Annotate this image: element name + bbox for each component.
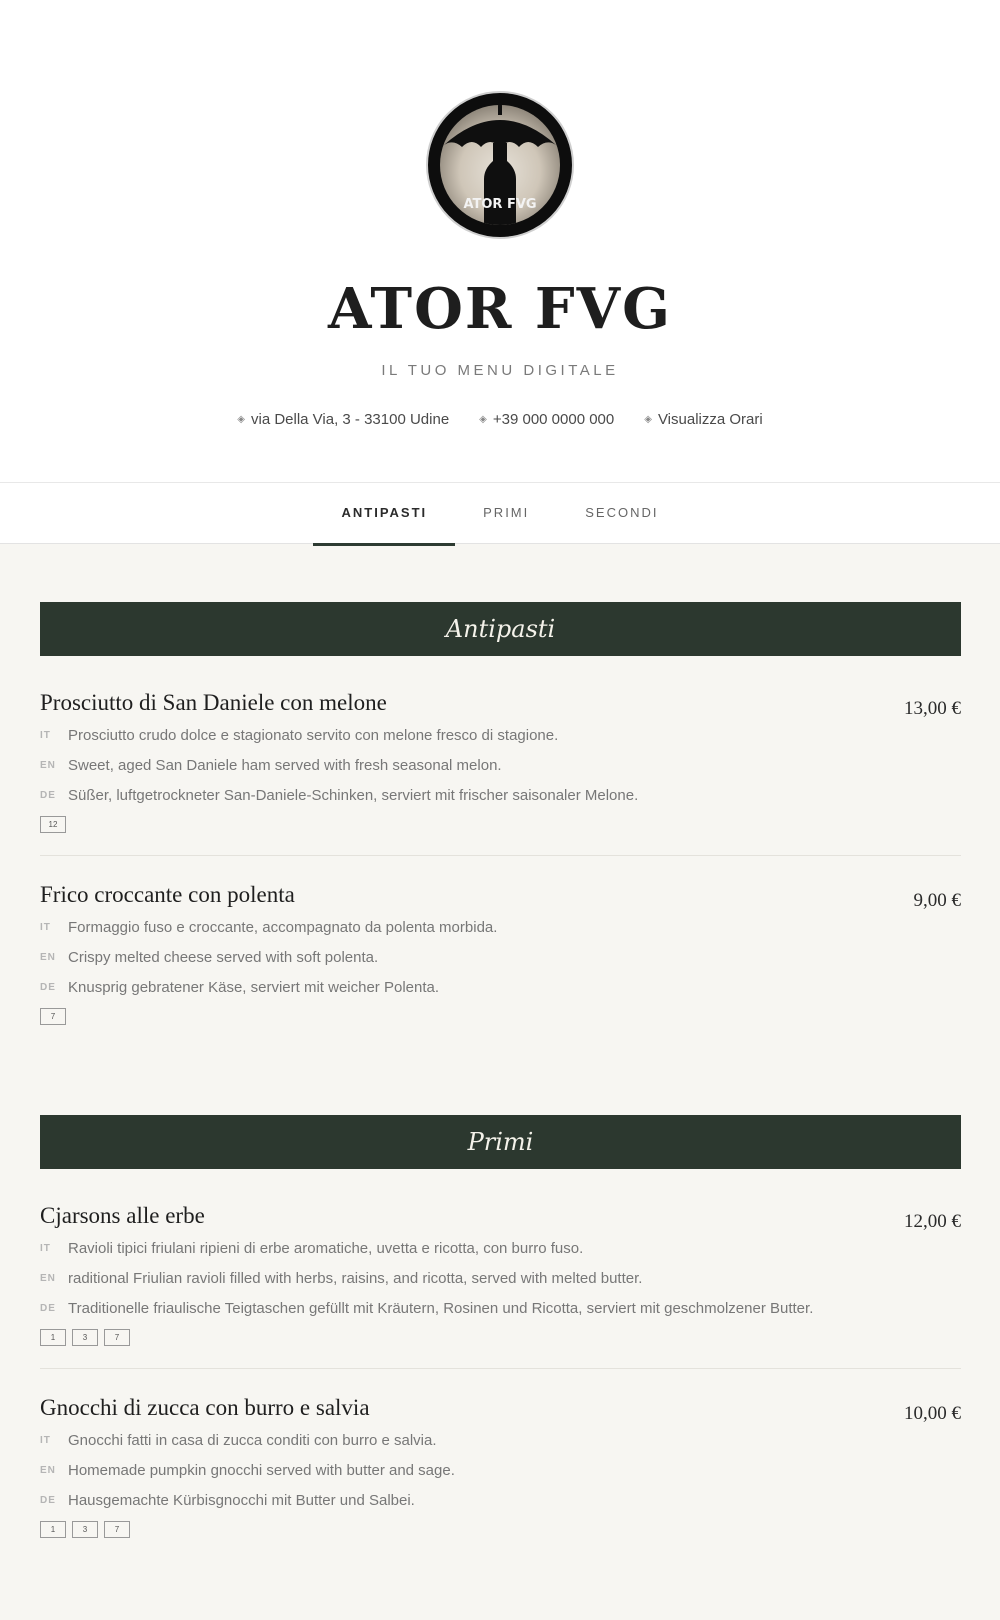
menu-item	[40, 1369, 961, 1558]
allergen-badge: 3	[72, 1329, 98, 1346]
tab-secondi[interactable]: SECONDI	[585, 505, 659, 520]
lang-label: DE	[40, 981, 56, 993]
header	[0, 0, 1000, 520]
allergen-list	[40, 1521, 961, 1538]
lang-label: EN	[40, 951, 56, 963]
description-text: Knusprig gebratener Käse, serviert mit weicher Polenta.	[68, 978, 440, 996]
allergen-list	[40, 816, 961, 833]
description-text: Crispy melted cheese served with soft polenta.	[68, 948, 379, 966]
item-price: 13,00 €	[904, 698, 961, 719]
category-tabs	[0, 482, 1000, 544]
description-text: Sweet, aged San Daniele ham served with fresh seasonal melon.	[68, 756, 502, 774]
menu-item	[40, 856, 961, 1115]
tab-antipasti[interactable]: ANTIPASTI	[313, 483, 455, 545]
description-en	[40, 942, 961, 972]
logo-umbrella-bottle-icon	[440, 105, 560, 225]
diamond-icon: ◈	[237, 414, 245, 425]
description-en	[40, 750, 961, 780]
allergen-list	[40, 1008, 961, 1025]
menu-item	[40, 656, 961, 856]
description-text: Traditionelle friaulische Teigtaschen gefüllt mit Kräutern, Rosinen und Ricotta, serviert mit geschmolzener Butter.	[68, 1299, 814, 1317]
lang-label: IT	[40, 1242, 51, 1254]
lang-label: DE	[40, 1494, 56, 1506]
description-text: Hausgemachte Kürbisgnocchi mit Butter und Salbei.	[68, 1491, 415, 1509]
lang-label: IT	[40, 729, 51, 741]
phone-link[interactable]	[479, 411, 614, 428]
phone-text: +39 000 0000 000	[492, 411, 615, 428]
address-text: via Della Via, 3 - 33100 Udine	[250, 411, 450, 428]
description-it	[40, 1425, 961, 1455]
allergen-badge: 7	[40, 1008, 66, 1025]
item-name: Prosciutto di San Daniele con melone	[40, 690, 387, 715]
allergen-badge: 7	[104, 1329, 130, 1346]
hours-text: Visualizza Orari	[657, 411, 763, 428]
description-text: Gnocchi fatti in casa di zucca conditi con burro e salvia.	[68, 1431, 437, 1449]
diamond-icon: ◈	[479, 414, 487, 425]
lang-label: DE	[40, 1302, 56, 1314]
diamond-icon: ◈	[644, 414, 652, 425]
allergen-list	[40, 1329, 961, 1346]
description-it	[40, 912, 961, 942]
description-text: raditional Friulian ravioli filled with herbs, raisins, and ricotta, served with melted butter.	[68, 1269, 643, 1287]
item-price: 9,00 €	[913, 890, 961, 911]
lang-label: DE	[40, 789, 56, 801]
description-en	[40, 1263, 961, 1293]
section-header-primi: Primi	[40, 1115, 961, 1169]
lang-label: EN	[40, 1272, 56, 1284]
description-text: Prosciutto crudo dolce e stagionato servito con melone fresco di stagione.	[68, 726, 559, 744]
allergen-badge: 3	[72, 1521, 98, 1538]
description-de	[40, 972, 961, 1002]
item-name: Cjarsons alle erbe	[40, 1203, 205, 1228]
description-de	[40, 1485, 961, 1515]
allergen-badge: 7	[104, 1521, 130, 1538]
tab-primi[interactable]: PRIMI	[483, 505, 530, 520]
menu-content	[40, 602, 961, 1558]
restaurant-subtitle: IL TUO MENU DIGITALE	[381, 362, 619, 379]
description-text: Ravioli tipici friulani ripieni di erbe aromatiche, uvetta e ricotta, con burro fuso.	[68, 1239, 584, 1257]
hours-link[interactable]	[644, 411, 762, 428]
description-text: Formaggio fuso e croccante, accompagnato da polenta morbida.	[68, 918, 498, 936]
lang-label: EN	[40, 1464, 56, 1476]
address-link[interactable]	[237, 411, 449, 428]
logo-text: ATOR FVG	[463, 197, 537, 212]
lang-label: EN	[40, 759, 56, 771]
description-text: Süßer, luftgetrockneter San-Daniele-Schinken, serviert mit frischer saisonaler Melone.	[68, 786, 639, 804]
description-it	[40, 720, 961, 750]
item-price: 10,00 €	[904, 1403, 961, 1424]
contact-bar	[0, 411, 1000, 428]
brand-logo[interactable]	[426, 91, 574, 239]
item-name: Gnocchi di zucca con burro e salvia	[40, 1395, 370, 1420]
description-text: Homemade pumpkin gnocchi served with butter and sage.	[68, 1461, 455, 1479]
section-header-antipasti: Antipasti	[40, 602, 961, 656]
allergen-badge: 1	[40, 1329, 66, 1346]
allergen-badge: 1	[40, 1521, 66, 1538]
description-en	[40, 1455, 961, 1485]
description-de	[40, 780, 961, 810]
item-name: Frico croccante con polenta	[40, 882, 295, 907]
item-price: 12,00 €	[904, 1211, 961, 1232]
allergen-badge: 12	[40, 816, 66, 833]
restaurant-title: ATOR FVG	[328, 276, 672, 342]
description-it	[40, 1233, 961, 1263]
menu-item	[40, 1169, 961, 1369]
lang-label: IT	[40, 921, 51, 933]
lang-label: IT	[40, 1434, 51, 1446]
description-de	[40, 1293, 961, 1323]
